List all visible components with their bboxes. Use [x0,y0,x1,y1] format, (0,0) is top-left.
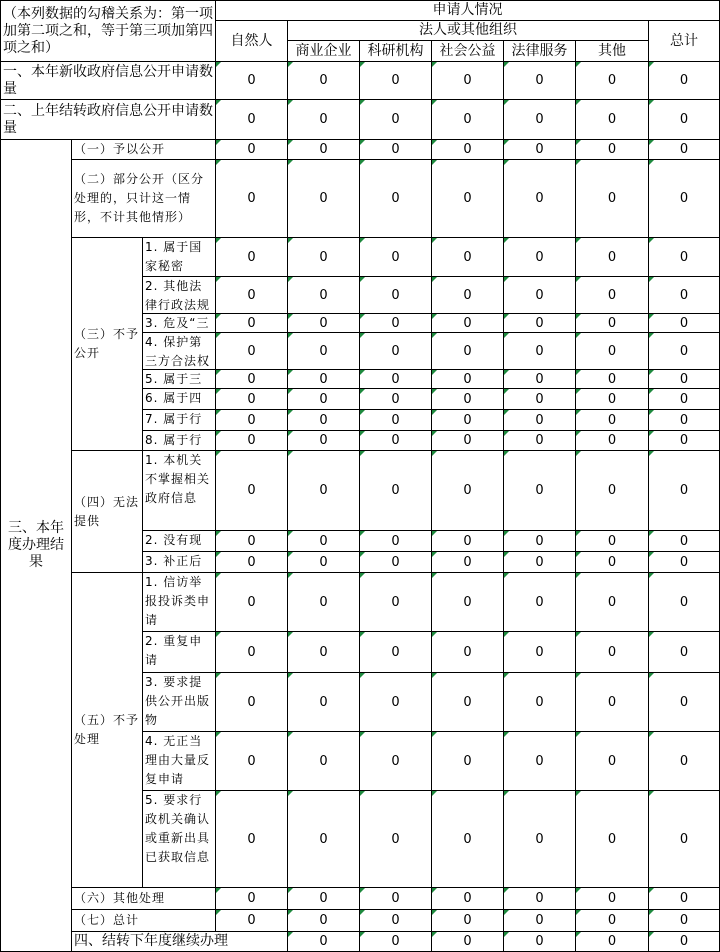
value-cell: 0 [216,451,288,531]
value-cell: 0 [576,573,649,632]
value-cell: 0 [216,370,288,389]
sub-item-text: 1. 本机关不掌握相关政府信息 [145,453,211,505]
value-cell: 0 [360,333,432,370]
other-header: 其他 [576,41,649,62]
value-cell: 0 [216,673,288,732]
value-cell: 0 [432,100,504,140]
value-cell: 0 [649,632,720,673]
value-cell: 0 [288,370,360,389]
row-label-not-disclosed: （三）不予公开 [72,238,143,451]
value-cell: 0 [360,410,432,431]
value-cell: 0 [360,732,432,791]
sub-item-label [143,673,216,732]
value-cell: 0 [288,573,360,632]
sub-item-label [143,238,216,277]
value-cell: 0 [504,888,576,910]
value-cell: 0 [504,673,576,732]
value-cell: 0 [504,333,576,370]
value-cell: 0 [504,140,576,160]
value-cell: 0 [576,431,649,451]
value-cell: 0 [432,888,504,910]
value-cell: 0 [288,451,360,531]
row-label-subtotal: （七）总计 [72,910,216,932]
value-cell: 0 [288,732,360,791]
value-cell: 0 [216,632,288,673]
value-cell: 0 [504,791,576,888]
sub-item-text: 5. 要求行政机关确认或重新出具已获取信息 [145,793,211,864]
value-cell: 0 [288,888,360,910]
value-cell: 0 [360,531,432,552]
value-cell: 0 [504,632,576,673]
value-cell: 0 [576,238,649,277]
sub-item-label [143,791,216,888]
value-cell: 0 [360,632,432,673]
value-cell: 0 [360,673,432,732]
sub-item-text: 7. 属于行 [145,412,203,426]
sub-item-label [143,277,216,314]
value-cell: 0 [504,314,576,333]
value-cell: 0 [216,791,288,888]
sub-item-label [143,573,216,632]
sub-item-label [143,451,216,531]
value-cell: 0 [576,62,649,100]
value-cell: 0 [288,160,360,238]
value-cell: 0 [360,431,432,451]
value-cell: 0 [649,791,720,888]
value-cell: 0 [432,531,504,552]
value-cell: 0 [649,552,720,573]
total-header: 总计 [649,21,720,62]
value-cell: 0 [360,277,432,314]
value-cell: 0 [649,140,720,160]
sub-item-text: 2. 重复申请 [145,634,203,667]
value-cell: 0 [432,451,504,531]
value-cell: 0 [288,140,360,160]
value-cell: 0 [649,370,720,389]
value-cell: 0 [649,531,720,552]
value-cell: 0 [360,389,432,410]
sub-item-label [143,632,216,673]
value-cell: 0 [649,910,720,932]
table-row [1,100,720,140]
value-cell: 0 [360,370,432,389]
value-cell: 0 [432,238,504,277]
social-welfare-header: 社会公益 [432,41,504,62]
value-cell: 0 [576,100,649,140]
value-cell: 0 [576,451,649,531]
table-row [1,573,720,632]
value-cell: 0 [649,732,720,791]
value-cell: 0 [432,314,504,333]
value-cell: 0 [288,932,360,952]
value-cell: 0 [504,100,576,140]
row-label-carry-forward: 四、结转下年度继续办理 [72,932,288,952]
value-cell: 0 [504,410,576,431]
value-cell: 0 [504,932,576,952]
value-cell: 0 [649,238,720,277]
sub-item-label [143,410,216,431]
sub-item-text: 2. 没有现 [145,533,203,547]
value-cell: 0 [432,791,504,888]
value-cell: 0 [216,62,288,100]
value-cell: 0 [576,277,649,314]
value-cell: 0 [288,552,360,573]
row-label-carried-over: 二、上年结转政府信息公开申请数量 [1,100,216,140]
value-cell: 0 [360,314,432,333]
value-cell: 0 [432,410,504,431]
value-cell: 0 [649,160,720,238]
value-cell: 0 [649,277,720,314]
sub-item-label [143,531,216,552]
value-cell: 0 [216,277,288,314]
value-cell: 0 [360,888,432,910]
sub-item-text: 5. 属于三 [145,372,203,386]
row-label-disclosed: （一）予以公开 [72,140,216,160]
row-label-other-processing: （六）其他处理 [72,888,216,910]
value-cell: 0 [504,732,576,791]
value-cell: 0 [432,673,504,732]
value-cell: 0 [360,140,432,160]
value-cell: 0 [649,573,720,632]
sub-item-text: 1. 信访举报投诉类申请 [145,575,211,627]
value-cell: 0 [649,100,720,140]
applicant-situation-header: 申请人情况 [216,1,720,21]
value-cell: 0 [576,632,649,673]
value-cell: 0 [216,238,288,277]
sub-item-label [143,732,216,791]
table-row [1,238,720,277]
value-cell: 0 [360,552,432,573]
value-cell: 0 [432,370,504,389]
value-cell: 0 [216,314,288,333]
value-cell: 0 [288,410,360,431]
value-cell: 0 [288,238,360,277]
value-cell: 0 [576,531,649,552]
sub-item-text: 2. 其他法律行政法规 [145,279,211,312]
value-cell: 0 [576,160,649,238]
value-cell: 0 [216,333,288,370]
value-cell: 0 [432,910,504,932]
value-cell: 0 [432,732,504,791]
value-cell: 0 [432,277,504,314]
sub-item-label [143,370,216,389]
value-cell: 0 [649,673,720,732]
value-cell: 0 [576,791,649,888]
sub-item-text: 3. 补正后 [145,554,203,568]
natural-person-header: 自然人 [216,21,288,62]
value-cell: 0 [432,62,504,100]
value-cell: 0 [288,431,360,451]
value-cell: 0 [288,531,360,552]
value-cell: 0 [504,573,576,632]
row-label-partial: （二）部分公开（区分处理的，只计这一情形，不计其他情形） [72,160,216,238]
value-cell: 0 [288,673,360,732]
value-cell: 0 [504,389,576,410]
value-cell: 0 [288,791,360,888]
value-cell: 0 [216,573,288,632]
value-cell: 0 [504,531,576,552]
value-cell: 0 [216,100,288,140]
value-cell: 0 [432,552,504,573]
sub-item-label [143,389,216,410]
sub-item-label [143,333,216,370]
value-cell: 0 [216,160,288,238]
value-cell: 0 [576,410,649,431]
row-label-unable-to-provide: （四）无法提供 [72,451,143,573]
value-cell: 0 [432,932,504,952]
value-cell: 0 [288,100,360,140]
table-row [1,62,720,100]
value-cell: 0 [504,451,576,531]
value-cell: 0 [360,100,432,140]
value-cell: 0 [216,732,288,791]
value-cell: 0 [216,552,288,573]
value-cell: 0 [432,389,504,410]
value-cell: 0 [360,910,432,932]
value-cell: 0 [432,431,504,451]
value-cell: 0 [504,160,576,238]
value-cell: 0 [576,370,649,389]
value-cell: 0 [216,910,288,932]
value-cell: 0 [504,370,576,389]
value-cell: 0 [216,888,288,910]
value-cell: 0 [649,410,720,431]
value-cell: 0 [576,314,649,333]
value-cell: 0 [432,140,504,160]
value-cell: 0 [216,389,288,410]
value-cell: 0 [649,389,720,410]
value-cell: 0 [288,314,360,333]
value-cell: 0 [288,277,360,314]
corner-note: （本列数据的勾稽关系为：第一项加第二项之和，等于第三项加第四项之和） [1,1,216,62]
value-cell: 0 [576,910,649,932]
value-cell: 0 [576,389,649,410]
value-cell: 0 [288,389,360,410]
value-cell: 0 [649,62,720,100]
value-cell: 0 [360,932,432,952]
legal-group-header: 法人或其他组织 [288,21,649,41]
value-cell: 0 [649,314,720,333]
value-cell: 0 [649,333,720,370]
value-cell: 0 [576,140,649,160]
value-cell: 0 [576,333,649,370]
value-cell: 0 [216,410,288,431]
table-row [1,140,720,160]
value-cell: 0 [216,431,288,451]
value-cell: 0 [360,160,432,238]
value-cell: 0 [504,552,576,573]
sub-item-text: 8. 属于行 [145,433,203,447]
sub-item-text: 1. 属于国家秘密 [145,240,203,273]
value-cell: 0 [504,238,576,277]
sub-item-label [143,431,216,451]
row-label-not-processed: （五）不予处理 [72,573,143,888]
value-cell: 0 [288,632,360,673]
value-cell: 0 [360,573,432,632]
value-cell: 0 [649,888,720,910]
value-cell: 0 [432,333,504,370]
sub-item-label [143,314,216,333]
sub-item-text: 4. 无正当理由大量反复申请 [145,734,211,786]
commercial-header: 商业企业 [288,41,360,62]
value-cell: 0 [288,333,360,370]
value-cell: 0 [576,673,649,732]
value-cell: 0 [288,62,360,100]
value-cell: 0 [432,573,504,632]
value-cell: 0 [360,62,432,100]
value-cell: 0 [288,910,360,932]
sub-item-label [143,552,216,573]
value-cell: 0 [576,932,649,952]
value-cell: 0 [504,431,576,451]
table-row [1,910,720,932]
sub-item-text: 3. 要求提供公开出版物 [145,675,211,727]
value-cell: 0 [360,238,432,277]
sub-item-text: 4. 保护第三方合法权 [145,335,211,368]
value-cell: 0 [649,451,720,531]
value-cell: 0 [576,732,649,791]
value-cell: 0 [504,910,576,932]
row-label-new-requests: 一、本年新收政府信息公开申请数量 [1,62,216,100]
value-cell: 0 [649,932,720,952]
value-cell: 0 [360,451,432,531]
table-row [1,451,720,531]
value-cell: 0 [504,62,576,100]
value-cell: 0 [504,277,576,314]
value-cell: 0 [432,160,504,238]
table-row [1,160,720,238]
value-cell: 0 [216,140,288,160]
table-row [1,888,720,910]
value-cell: 0 [216,531,288,552]
value-cell: 0 [360,791,432,888]
sub-item-text: 6. 属于四 [145,391,203,405]
value-cell: 0 [576,888,649,910]
research-header: 科研机构 [360,41,432,62]
value-cell: 0 [576,552,649,573]
sub-item-text: 3. 危及“三 [145,316,210,330]
value-cell: 0 [432,632,504,673]
legal-service-header: 法律服务 [504,41,576,62]
row-label-results: 三、本年度办理结果 [1,140,72,952]
value-cell: 0 [649,431,720,451]
